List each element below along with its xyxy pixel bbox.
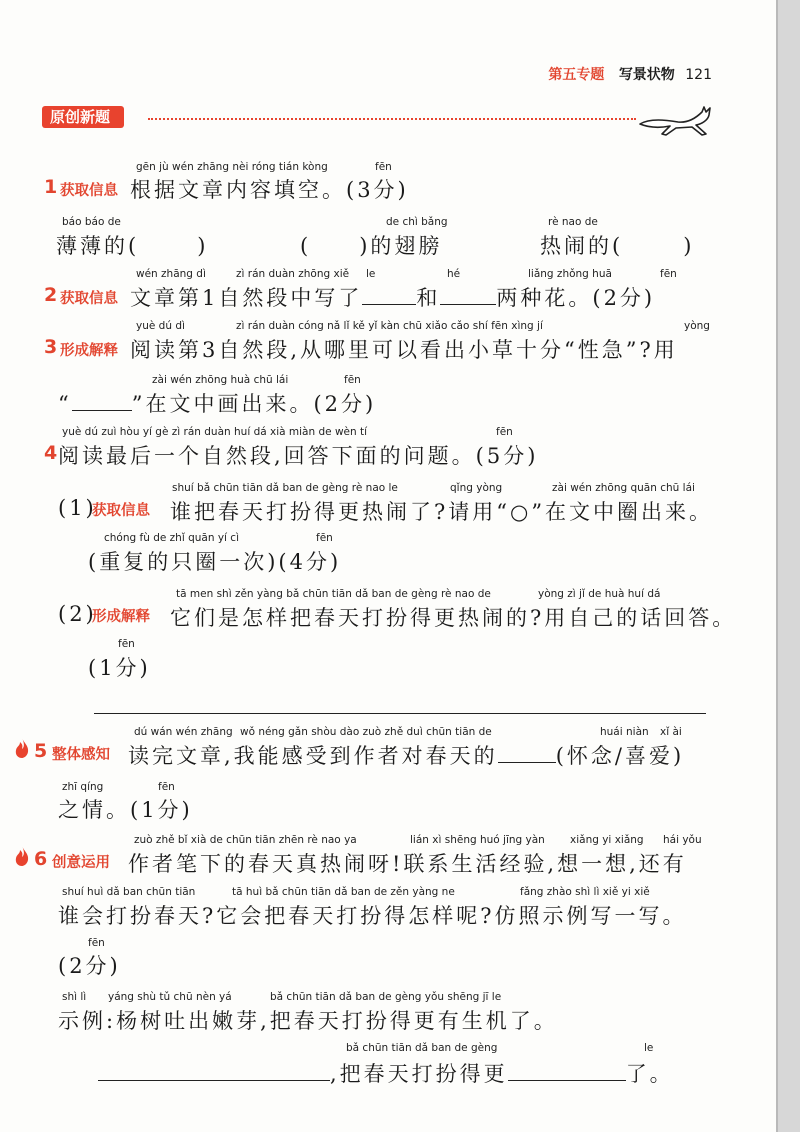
q4-sub1-question-line2: (重复的只圈一次)(4分)	[88, 550, 342, 574]
q4-sub1-pinyin-line2: chóng fù de zhǐ quān yí cì	[104, 532, 239, 544]
q6-example-pinyin: shì lì	[62, 991, 87, 1003]
q4-sub1-question: 谁把春天打扮得更热闹了?请用“○”在文中圈出来。	[170, 500, 714, 524]
q6-answer-pinyin: bǎ chūn tiān dǎ ban de gèng	[346, 1042, 498, 1054]
q6-pinyin4: hái yǒu	[663, 834, 702, 846]
q6-example-pinyin2: yáng shù tǔ chū nèn yá	[108, 991, 232, 1003]
q4-answer-line[interactable]	[94, 713, 706, 714]
q4-sub2-label: (2)	[58, 602, 97, 626]
q1-pinyin: gēn jù wén zhāng nèi róng tián kòng	[136, 161, 328, 173]
cat-icon	[636, 104, 716, 138]
q5-pinyin-line2: zhī qíng	[62, 781, 104, 793]
q5-pinyin3: huái niàn	[600, 726, 649, 738]
q5-pinyin2: wǒ néng gǎn shòu dào zuò zhě duì chūn tiān de	[240, 726, 492, 738]
q1-pinyin-fen: fēn	[375, 161, 392, 173]
q3-pinyin-fen: fēn	[344, 374, 361, 386]
q4-sub2-pinyin: tā men shì zěn yàng bǎ chūn tiān dǎ ban de gèng rè nao de	[176, 588, 491, 600]
q2-tag: 获取信息	[60, 291, 118, 307]
q2-pinyin2: zì rán duàn zhōng xiě	[236, 268, 350, 280]
q2-question: 文章第1自然段中写了 和 两种花。(2分)	[130, 286, 656, 310]
q4-sub1-label: (1)	[58, 496, 97, 520]
q4-number: 4	[44, 442, 58, 464]
q5-blank[interactable]	[498, 744, 556, 763]
section-banner: 原创新题	[42, 106, 124, 128]
q3-blank[interactable]	[72, 392, 132, 411]
header-topic: 第五专题	[548, 67, 605, 83]
q6-answer-pinyin-le: le	[644, 1042, 654, 1054]
q1-item3-pinyin: rè nao de	[548, 216, 598, 228]
q2-pinyin3: le	[366, 268, 376, 280]
q6-pinyin-l2a: shuí huì dǎ ban chūn tiān	[62, 886, 196, 898]
q3-number: 3	[44, 336, 58, 358]
q3-pinyin3: yòng	[684, 320, 710, 332]
page-header	[548, 64, 712, 84]
q4-sub1-pinyin2: qǐng yòng	[450, 482, 503, 494]
q4-sub1-pinyin-fen: fēn	[316, 532, 333, 544]
q5-pinyin4: xǐ ài	[660, 726, 682, 738]
q6-example: 示例:杨树吐出嫩芽,把春天打扮得更有生机了。	[58, 1009, 558, 1033]
q6-example-pinyin3: bǎ chūn tiān dǎ ban de gèng yǒu shēng jī le	[270, 991, 502, 1003]
flame-icon	[14, 845, 30, 867]
q1-item1-pinyin: báo báo de	[62, 216, 121, 228]
page-number: 121	[685, 67, 712, 83]
q6-number: 6	[34, 848, 48, 870]
q6-answer-blank2[interactable]	[508, 1062, 626, 1081]
q3-question-line2: “ ”在文中画出来。(2分)	[58, 392, 377, 416]
q6-pinyin: zuò zhě bǐ xià de chūn tiān zhēn rè nao ya	[134, 834, 357, 846]
q6-tag: 创意运用	[52, 855, 110, 871]
q5-tag: 整体感知	[52, 747, 110, 763]
q3-question: 阅读第3自然段,从哪里可以看出小草十分“性急”?用	[130, 338, 678, 362]
q2-blank2[interactable]	[440, 286, 496, 305]
q4-sub2-question: 它们是怎样把春天打扮得更热闹的?用自己的话回答。	[170, 606, 737, 630]
q4-question: 阅读最后一个自然段,回答下面的问题。(5分)	[58, 444, 539, 468]
q6-pinyin-fen: fēn	[88, 937, 105, 949]
q3-pinyin: yuè dú dì	[136, 320, 185, 332]
q6-pinyin-l2c: fǎng zhào shì lì xiě yi xiě	[520, 886, 650, 898]
q4-sub2-pinyin-fen: fēn	[118, 638, 135, 650]
q3-pinyin-line2: zài wén zhōng huà chū lái	[152, 374, 289, 386]
q6-question-line3: (2分)	[58, 954, 121, 978]
q5-pinyin: dú wán wén zhāng	[134, 726, 233, 738]
q6-pinyin-l2b: tā huì bǎ chūn tiān dǎ ban de zěn yàng ne	[232, 886, 455, 898]
q6-answer-row: ,把春天打扮得更 了。	[98, 1058, 674, 1088]
q1-item3: 热闹的( )	[540, 234, 695, 258]
q1-number: 1	[44, 176, 58, 198]
q5-pinyin-fen: fēn	[158, 781, 175, 793]
q1-item2-pinyin: de chì bǎng	[386, 216, 448, 228]
q2-pinyin-he: hé	[447, 268, 461, 280]
q4-sub2-question-line2: (1分)	[88, 656, 151, 680]
q4-pinyin: yuè dú zuì hòu yí gè zì rán duàn huí dá xià miàn de wèn tí	[62, 426, 368, 438]
q1-tag: 获取信息	[60, 183, 118, 199]
q5-question-line2: 之情。(1分)	[58, 798, 193, 822]
q2-pinyin-fen: fēn	[660, 268, 677, 280]
q3-pinyin2: zì rán duàn cóng nǎ lǐ kě yǐ kàn chū xiǎo cǎo shí fēn xìng jí	[236, 320, 543, 332]
banner-dotted-line	[148, 118, 636, 120]
q2-number: 2	[44, 284, 58, 306]
header-section: 写景状物	[618, 67, 675, 83]
q6-pinyin2: lián xì shēng huó jīng yàn	[410, 834, 545, 846]
q2-pinyin: wén zhāng dì	[136, 268, 206, 280]
q4-pinyin-fen: fēn	[496, 426, 513, 438]
q2-blank1[interactable]	[362, 286, 416, 305]
q1-item1: 薄薄的( )	[56, 234, 209, 258]
q6-question-line2: 谁会打扮春天?它会把春天打扮得怎样呢?仿照示例写一写。	[58, 904, 687, 928]
q1-question: 根据文章内容填空。(3分)	[130, 178, 409, 202]
q2-pinyin-hua: liǎng zhǒng huā	[528, 268, 612, 280]
q4-sub1-pinyin3: zài wén zhōng quān chū lái	[552, 482, 695, 494]
q5-number: 5	[34, 740, 48, 762]
q4-sub1-tag: 获取信息	[92, 503, 150, 519]
q4-sub1-pinyin: shuí bǎ chūn tiān dǎ ban de gèng rè nao le	[172, 482, 398, 494]
q6-pinyin3: xiǎng yi xiǎng	[570, 834, 644, 846]
q5-question: 读完文章,我能感受到作者对春天的 (怀念/喜爱)	[128, 744, 685, 768]
q4-sub2-pinyin2: yòng zì jǐ de huà huí dá	[538, 588, 661, 600]
q1-item2: ( )的翅膀	[300, 234, 443, 258]
flame-icon	[14, 737, 30, 759]
q6-question: 作者笔下的春天真热闹呀!联系生活经验,想一想,还有	[128, 852, 687, 876]
q6-answer-blank1[interactable]	[98, 1062, 330, 1081]
page-edge	[778, 0, 800, 1132]
q3-tag: 形成解释	[60, 343, 118, 359]
q4-sub2-tag: 形成解释	[92, 609, 150, 625]
